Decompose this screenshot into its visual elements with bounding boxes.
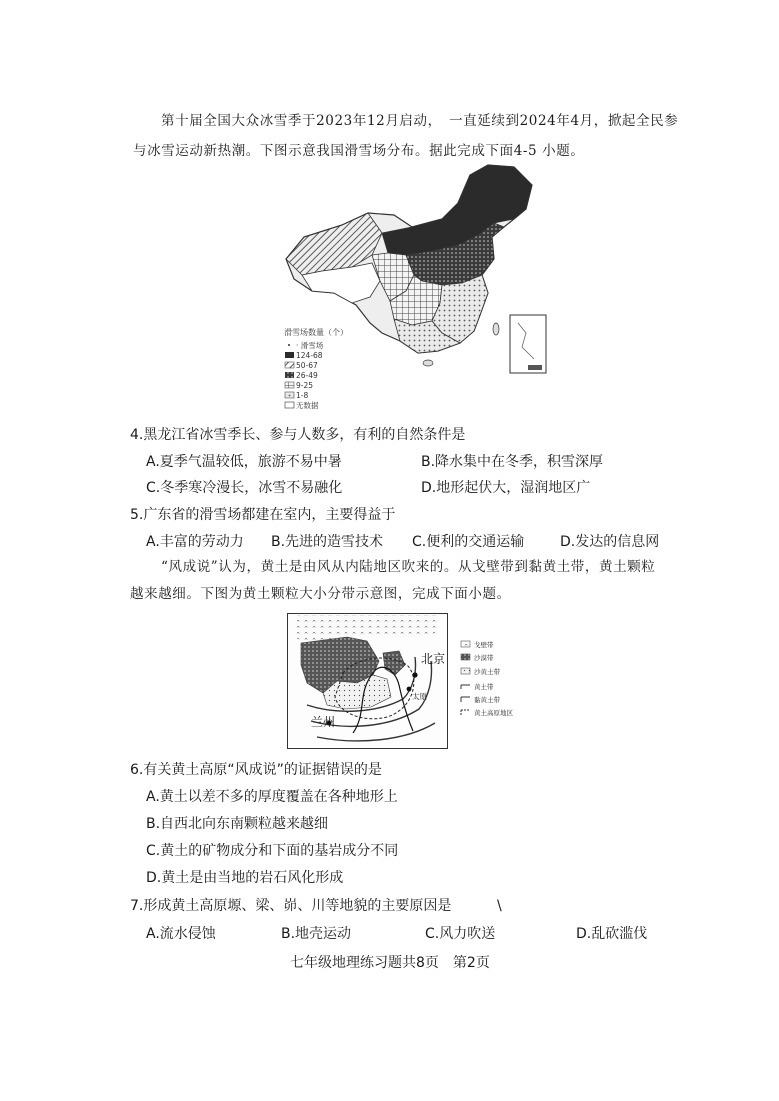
- q4-option-a: A.夏季气温较低，旅游不易中暑: [146, 454, 342, 470]
- q5-option-d: D.发达的信息网: [560, 534, 660, 550]
- legend-item-2: 50-67: [296, 361, 318, 370]
- legend-item-6: 无数据: [296, 401, 319, 410]
- legend-title: 滑雪场数量（个）: [284, 328, 348, 337]
- q6-option-d: D.黄土是由当地的岩石风化形成: [146, 870, 344, 886]
- q4-option-c: C.冬季寒冷漫长，冰雪不易融化: [146, 480, 343, 496]
- q6-stem: 6.有关黄土高原“风成说”的证据错误的是: [130, 762, 382, 778]
- intro-line-1: 第十届全国大众冰雪季于2023年12月启动， 一直延续到2024年4月，掀起全民参: [161, 113, 679, 129]
- q7-option-a: A.流水侵蚀: [146, 926, 216, 942]
- intro-line-2: 与冰雪运动新热潮。下图示意我国滑雪场分布。据此完成下面4-5 小题。: [133, 143, 585, 159]
- map2-legend-4: 黏黄土带: [474, 696, 500, 704]
- q5-option-a: A.丰富的劳动力: [146, 534, 244, 550]
- legend-item-0: · 滑雪场: [296, 341, 324, 350]
- q5-option-c: C.便利的交通运输: [412, 534, 525, 550]
- intro2-line-1: “风成说”认为，黄土是由风从内陆地区吹来的。从戈壁带到黏黄土带，黄土颗粒: [161, 559, 656, 575]
- legend-item-4: 9-25: [296, 381, 314, 390]
- q7-stem: 7.形成黄土高原塬、梁、峁、川等地貌的主要原因是: [130, 898, 452, 914]
- q5-option-b: B.先进的造雪技术: [271, 534, 384, 550]
- q4-option-d: D.地形起伏大，湿润地区广: [421, 480, 591, 496]
- q7-option-c: C.风力吹送: [425, 926, 496, 942]
- legend-item-3: 26-49: [296, 371, 318, 380]
- legend-item-5: 1-8: [296, 391, 309, 400]
- intro2-line-2: 越来越细。下图为黄土颗粒大小分带示意图，完成下面小题。: [130, 586, 511, 602]
- page-footer: 七年级地理练习题共8页 第2页: [290, 955, 490, 971]
- label-beijing: 北京: [421, 652, 446, 666]
- q6-option-b: B.自西北向东南颗粒越来越细: [146, 816, 329, 832]
- q4-stem: 4.黑龙江省冰雪季长、参与人数多，有利的自然条件是: [130, 427, 466, 443]
- q7-mark: \: [497, 898, 502, 914]
- ski-resort-map: [282, 163, 558, 419]
- map2-legend-5: 黄土高原地区: [474, 709, 513, 717]
- legend-item-1: 124-68: [296, 351, 323, 360]
- label-lanzhou: 兰州: [311, 715, 336, 729]
- q4-option-b: B.降水集中在冬季，积雪深厚: [421, 454, 604, 470]
- q7-option-d: D.乱砍滥伐: [576, 926, 648, 942]
- map2-legend-1: 沙漠带: [474, 654, 494, 662]
- q6-option-a: A.黄土以差不多的厚度覆盖在各种地形上: [146, 789, 398, 805]
- q6-option-c: C.黄土的矿物成分和下面的基岩成分不同: [146, 843, 399, 859]
- loess-zone-map: [287, 613, 542, 749]
- q7-option-b: B.地壳运动: [281, 926, 352, 942]
- label-taiyuan: 太原: [412, 692, 427, 701]
- q5-stem: 5.广东省的滑雪场都建在室内，主要得益于: [130, 507, 396, 523]
- map2-legend-2: 沙黄土带: [474, 668, 500, 676]
- map2-legend-3: 黄土带: [474, 683, 494, 691]
- map2-legend-0: 戈壁带: [474, 641, 494, 649]
